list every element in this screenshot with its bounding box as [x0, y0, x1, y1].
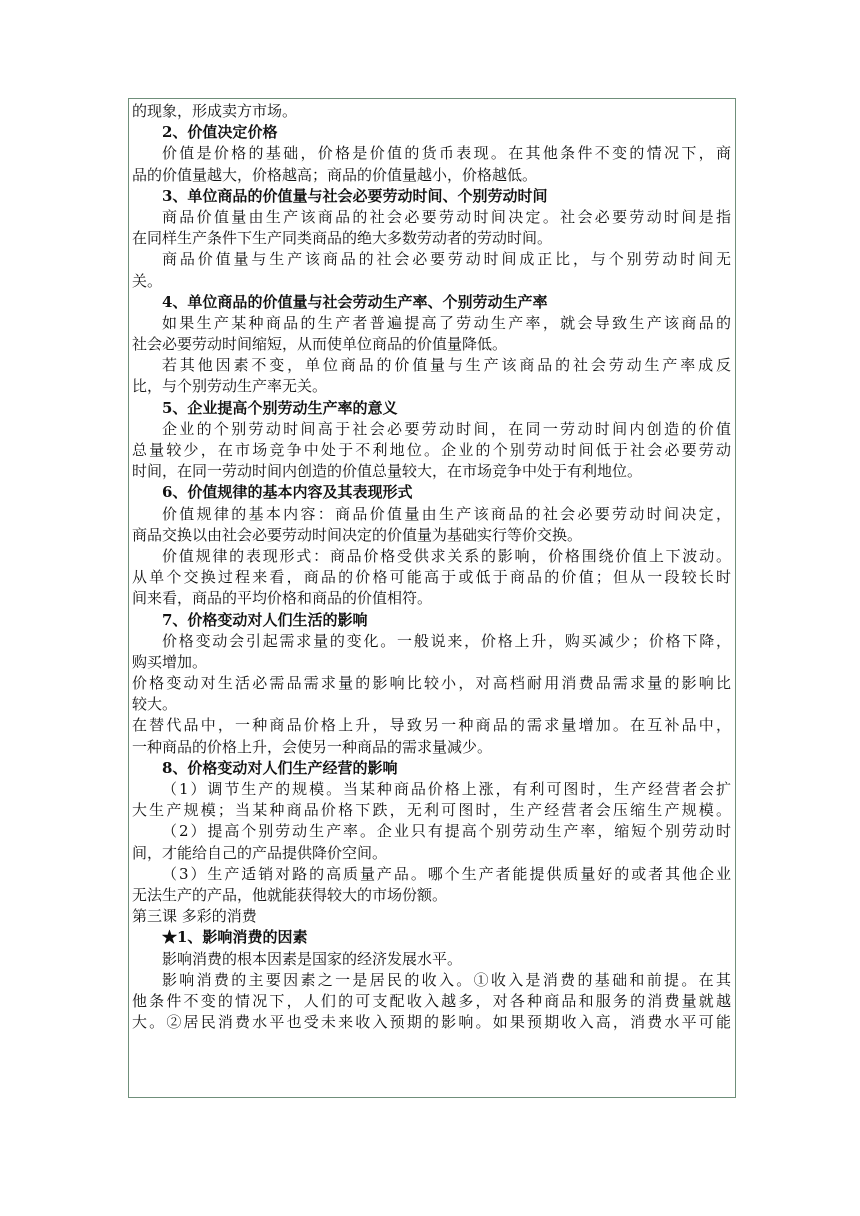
section-heading-star-1: ★1、影响消费的因素 — [162, 928, 308, 947]
body-text-line: 大生产规模；当某种商品价格下跌，无利可图时，生产经营者会压缩生产规模。 — [132, 801, 731, 820]
body-text-line: 他条件不变的情况下，人们的可支配收入越多，对各种商品和服务的消费量就越 — [132, 991, 731, 1010]
body-text-line: 一种商品的价格上升，会使另一种商品的需求量减少。 — [132, 737, 493, 756]
body-text-line: 间，才能给自己的产品提供降价空间。 — [132, 843, 388, 862]
body-text-line: （3）生产适销对路的高质量产品。哪个生产者能提供质量好的或者其他企业 — [162, 864, 731, 883]
body-text-line: 比，与个别劳动生产率无关。 — [132, 377, 328, 396]
body-text-line: 商品交换以由社会必要劳动时间决定的价值量为基础实行等价交换。 — [132, 525, 583, 544]
body-text-line: 购买增加。 — [132, 652, 208, 671]
body-text-line: 大。②居民消费水平也受未来收入预期的影响。如果预期收入高，消费水平可能 — [132, 1013, 731, 1032]
body-text-line: 时间，在同一劳动时间内创造的价值总量较大，在市场竞争中处于有利地位。 — [132, 462, 643, 481]
body-text-line: 企业的个别劳动时间高于社会必要劳动时间，在同一劳动时间内创造的价值 — [162, 419, 731, 438]
body-text-line: 从单个交换过程来看，商品的价格可能高于或低于商品的价值；但从一段较长时 — [132, 568, 731, 587]
body-text-line: 影响消费的主要因素之一是居民的收入。①收入是消费的基础和前提。在其 — [162, 970, 731, 989]
body-text-line: 商品价值量由生产该商品的社会必要劳动时间决定。社会必要劳动时间是指 — [162, 207, 731, 226]
body-text-line: 间来看，商品的平均价格和商品的价值相符。 — [132, 589, 433, 608]
body-text-line: 较大。 — [132, 695, 178, 714]
body-text-line: 在同样生产条件下生产同类商品的绝大多数劳动者的劳动时间。 — [132, 229, 553, 248]
body-text-line: 若其他因素不变，单位商品的价值量与生产该商品的社会劳动生产率成反 — [162, 356, 731, 375]
section-heading-8: 8、价格变动对人们生产经营的影响 — [162, 758, 398, 777]
section-heading-2: 2、价值决定价格 — [162, 123, 278, 142]
section-heading-6: 6、价值规律的基本内容及其表现形式 — [162, 483, 413, 502]
body-text-line: 价值规律的表现形式：商品价格受供求关系的影响，价格围绕价值上下波动。 — [162, 546, 731, 565]
body-text-line: 商品价值量与生产该商品的社会必要劳动时间成正比，与个别劳动时间无 — [162, 250, 731, 269]
section-heading-5: 5、企业提高个别劳动生产率的意义 — [162, 398, 398, 417]
section-heading-7: 7、价格变动对人们生活的影响 — [162, 610, 368, 629]
document-text-box — [128, 98, 736, 1098]
body-text-line: 价格变动对生活必需品需求量的影响比较小，对高档耐用消费品需求量的影响比 — [132, 674, 731, 693]
lesson-title: 第三课 多彩的消费 — [132, 907, 257, 926]
section-heading-3: 3、单位商品的价值量与社会必要劳动时间、个别劳动时间 — [162, 186, 548, 205]
body-text-line: 价格变动会引起需求量的变化。一般说来，价格上升，购买减少；价格下降， — [162, 631, 731, 650]
body-text-line: （2）提高个别劳动生产率。企业只有提高个别劳动生产率，缩短个别劳动时 — [162, 822, 731, 841]
body-text-line: 的现象，形成卖方市场。 — [132, 102, 298, 120]
body-text-line: 无法生产的产品，他就能获得较大的市场份额。 — [132, 885, 448, 904]
body-text-line: 总量较少，在市场竞争中处于不利地位。企业的个别劳动时间低于社会必要劳动 — [132, 441, 731, 459]
body-text-line: 影响消费的根本因素是国家的经济发展水平。 — [162, 949, 463, 968]
body-text-line: （1）调节生产的规模。当某种商品价格上涨，有利可图时，生产经营者会扩 — [162, 780, 731, 798]
section-heading-4: 4、单位商品的价值量与社会劳动生产率、个别劳动生产率 — [162, 292, 548, 311]
body-text-line: 品的价值量越大，价格越高；商品的价值量越小，价格越低。 — [132, 165, 538, 184]
body-text-line: 关。 — [132, 271, 163, 290]
body-text-line: 如果生产某种商品的生产者普遍提高了劳动生产率，就会导致生产该商品的 — [162, 313, 731, 332]
body-text-line: 社会必要劳动时间缩短，从而使单位商品的价值量降低。 — [132, 335, 508, 354]
body-text-line: 价值是价格的基础，价格是价值的货币表现。在其他条件不变的情况下，商 — [162, 144, 731, 163]
body-text-line: 价值规律的基本内容：商品价值量由生产该商品的社会必要劳动时间决定， — [162, 504, 731, 523]
body-text-line: 在替代品中，一种商品价格上升，导致另一种商品的需求量增加。在互补品中， — [132, 716, 731, 735]
